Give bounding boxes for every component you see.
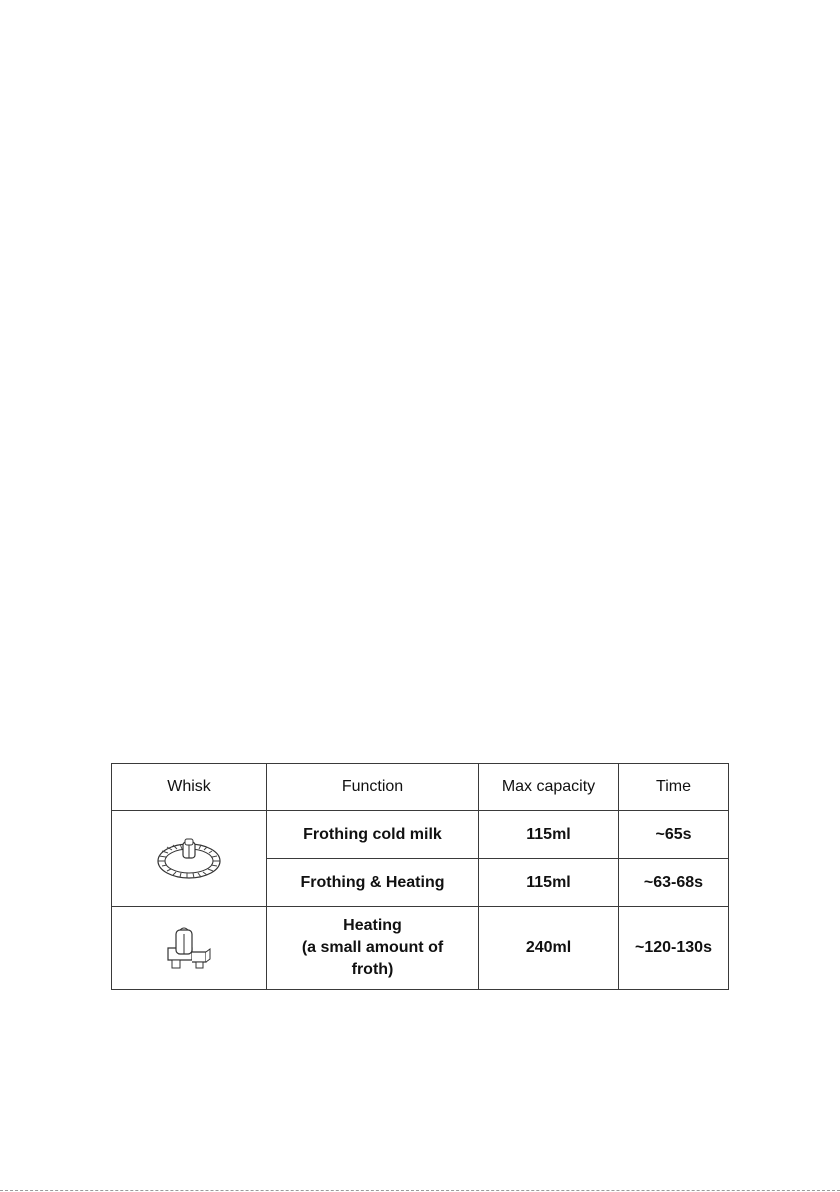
frothing-whisk-spring-icon bbox=[154, 836, 224, 882]
whisk-cell-heating bbox=[112, 907, 267, 990]
capacity-cell: 115ml bbox=[479, 811, 619, 859]
table-row bbox=[112, 811, 729, 859]
header-whisk: Whisk bbox=[112, 764, 267, 811]
table-header-row bbox=[112, 764, 729, 811]
function-cell bbox=[267, 907, 479, 990]
whisk-function-table bbox=[111, 763, 729, 990]
function-cell: Frothing cold milk bbox=[267, 811, 479, 859]
function-line: Heating bbox=[343, 917, 402, 934]
header-time: Time bbox=[619, 764, 729, 811]
table-row bbox=[112, 907, 729, 990]
header-max-capacity: Max capacity bbox=[479, 764, 619, 811]
time-cell: ~63-68s bbox=[619, 859, 729, 907]
time-cell: ~65s bbox=[619, 811, 729, 859]
capacity-cell: 115ml bbox=[479, 859, 619, 907]
function-cell: Frothing & Heating bbox=[267, 859, 479, 907]
heating-whisk-icon bbox=[162, 926, 216, 970]
page-bottom-divider bbox=[0, 1190, 840, 1191]
function-line: (a small amount of bbox=[301, 939, 444, 956]
header-function: Function bbox=[267, 764, 479, 811]
capacity-cell: 240ml bbox=[479, 907, 619, 990]
whisk-cell-spring bbox=[112, 811, 267, 907]
function-line: froth) bbox=[351, 961, 394, 978]
time-cell: ~120-130s bbox=[619, 907, 729, 990]
